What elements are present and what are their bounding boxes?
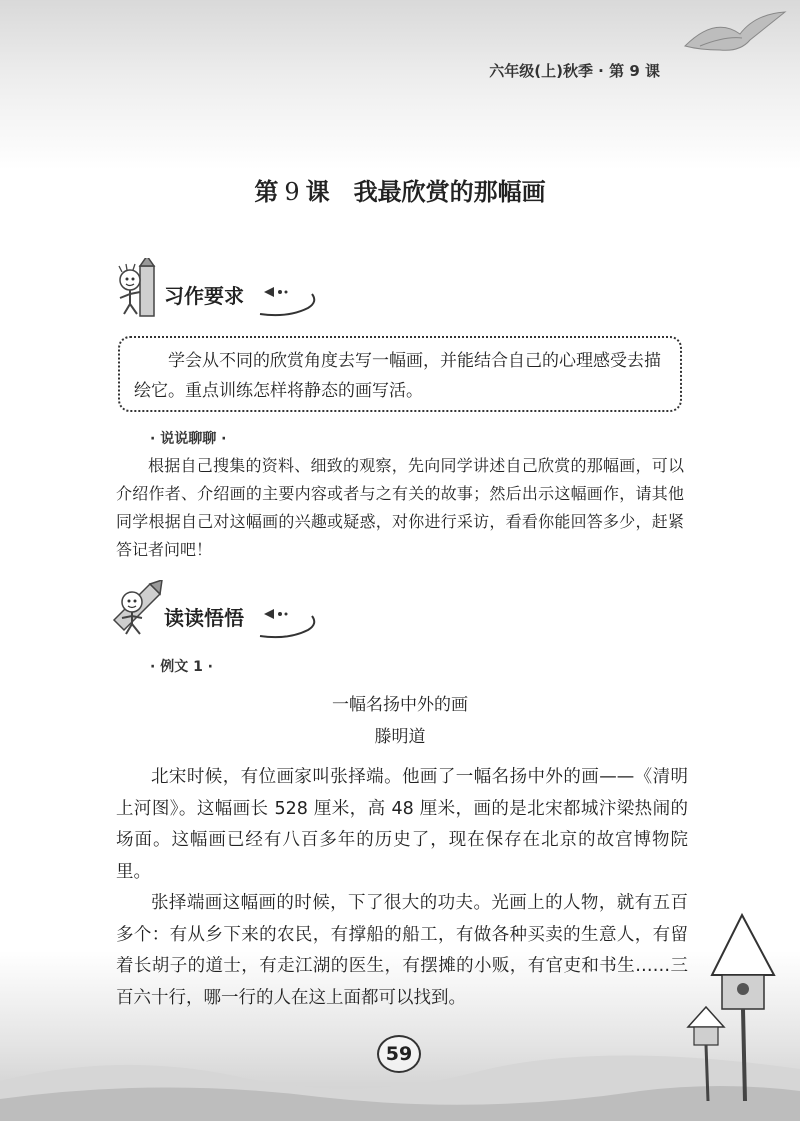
requirement-text: 学会从不同的欣赏角度去写一幅画，并能结合自己的心理感受去描绘它。重点训练怎样将静态的画写活。 [134,351,661,401]
talk-paragraph [116,452,684,564]
essay-author: 滕明道 [374,727,426,747]
pencil-mascot-icon [110,258,166,318]
lesson-title [0,172,800,207]
lesson-number: 9 [284,178,300,206]
reading-heading: 读读悟悟 [164,606,244,630]
section-heading-requirements [110,258,320,318]
lesson-suffix: 课 [305,178,330,206]
lesson-name: 我最欣赏的那幅画 [353,178,546,206]
requirement-box [118,336,682,412]
essay-paragraph-2: 张择端画这幅画的时候，下了很大的功夫。光画上的人物，就有五百多个：有从乡下来的农民，有撑船的船工，有做各种买卖的生意人，有留着长胡子的道士，有走江湖的医生，有摆摊的小贩，有官吏和书生……三百六十行，哪一行的人在这上面都可以找到。 [116,893,688,1008]
arrow-swoosh-icon [258,600,318,640]
pencil-mascot-icon [110,580,166,640]
course-header: 六年级(上)秋季 · 第 9 课 [489,62,660,80]
essay-body [116,762,688,1014]
example-label: · 例文 1 · [150,659,213,675]
birdhouse-decoration-icon [682,905,792,1105]
bird-decoration-icon [680,6,790,66]
talk-text: 根据自己搜集的资料、细致的观察，先向同学讲述自己欣赏的那幅画，可以介绍作者、介绍画的主要内容或者与之有关的故事；然后出示这幅画作，请其他同学根据自己对这幅画的兴趣或疑惑，对你进行采访，看看你能回答多少，赶紧答记者问吧！ [116,456,684,559]
talk-subheading: · 说说聊聊 · [150,431,227,447]
arrow-swoosh-icon [258,278,318,318]
requirements-heading: 习作要求 [164,284,244,308]
essay-title: 一幅名扬中外的画 [332,695,468,715]
lesson-prefix: 第 [254,178,279,206]
page-number: 59 [377,1035,421,1073]
essay-paragraph-1: 北宋时候，有位画家叫张择端。他画了一幅名扬中外的画——《清明上河图》。这幅画长 528 厘米，高 48 厘米，画的是北宋都城汴梁热闹的场面。这幅画已经有八百多年的历史了，现在保存在北京的故宫博物院里。 [116,767,688,882]
section-heading-reading [110,580,320,640]
